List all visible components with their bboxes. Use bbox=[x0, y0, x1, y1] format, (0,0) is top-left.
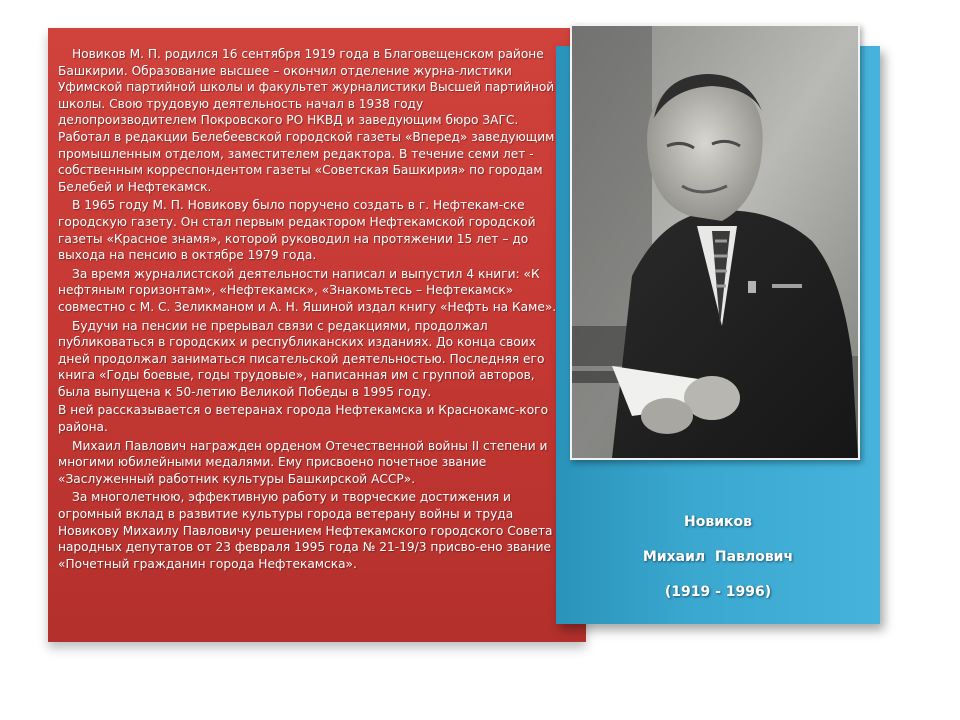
bio-paragraph-6: Михаил Павлович награжден орденом Отечественной войны II степени и многими юбилейными медалями. Ему присвоено почетное звание «Заслуженный работник культуры Башкирской АССР». bbox=[58, 438, 548, 486]
bio-paragraph-3: За время журналистской деятельности написал и выпустил 4 книги: «К нефтяным горизонтам», «Нефтекамск», «Знакомьтесь – Нефтекамск» совместно с М. С. Зеликманом и А. Н. Яшиной издал книгу «Нефть на Каме». bbox=[58, 266, 557, 314]
caption-given-names: Михаил Павлович bbox=[642, 549, 794, 565]
bio-paragraph-2: В 1965 году М. П. Новикову было поручено создать в г. Нефтекам-ске городскую газету. Он стал первым редактором Нефтекамской городской газеты «Красное знамя», которой руководил на протяжении 15 лет – до выхода на пенсию в октябре 1979 года. bbox=[58, 198, 536, 263]
bio-paragraph-7: За многолетнюю, эффективную работу и творческие достижения и огромный вклад в развитие культуры города ветерану войны и труда Новикову Михаилу Павловичу решением Нефтекамского городского Совета народных депутатов от 23 февраля 1995 года № 21-19/3 присво-ено звание «Почетный гражданин города Нефтекамска». bbox=[58, 490, 553, 571]
bio-paragraph-4: Будучи на пенсии не прерывал связи с редакциями, продолжал публиковаться в городских и республиканских изданиях. До конца своих дней продолжал заниматься писательской деятельностью. Последняя его книга «Годы боевые, годы трудовые», написанная им с группой авторов, была выпущена к 50-летию Великой Победы в 1995 году. bbox=[58, 318, 545, 399]
portrait-illustration bbox=[572, 26, 858, 458]
bio-paragraph-1: Новиков М. П. родился 16 сентября 1919 года в Благовещенском районе Башкирии. Образование высшее – окончил отделение журна-листики Уфимской партийной школы и факультет журналистики Высшей партийной школы. Свою трудовую деятельность начал в 1938 году делопроизводителем Покровского РО НКВД и заведующим бюро ЗАГС. Работал в редакции Белебеевской городской газеты «Вперед» заведующим промышленным отделом, заместителем редактора. В течение семи лет - собственным корреспондентом газеты «Советская Башкирия» по городам Белебей и Нефтекамск. bbox=[58, 47, 555, 194]
bio-paragraph-5: В ней рассказывается о ветеранах города Нефтекамска и Краснокамс-кого района. bbox=[58, 403, 549, 435]
bio-text bbox=[58, 46, 558, 574]
caption-surname: Новиков bbox=[684, 514, 752, 530]
caption-years: (1919 - 1996) bbox=[664, 584, 772, 600]
portrait-photo bbox=[572, 26, 858, 458]
